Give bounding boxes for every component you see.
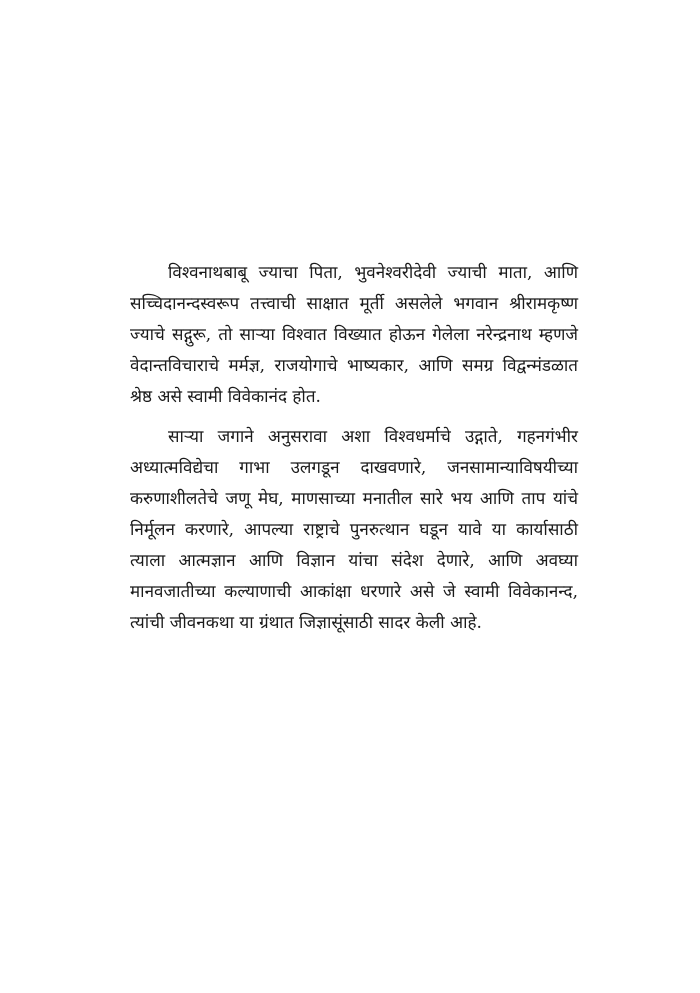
paragraph-2: साऱ्या जगाने अनुसरावा अशा विश्वधर्माचे उद्गाते, गहनगंभीर अध्यात्मविद्येचा गाभा उलगडून दाखवणारे, जनसामान्याविषयीच्या करुणाशीलतेचे जणू मेघ, माणसाच्या मनातील सारे भय आणि ताप यांचे निर्मूलन करणारे, आपल्या राष्ट्राचे पुनरुत्थान घडून यावे या कार्यासाठी त्याला आत्मज्ञान आणि विज्ञान यांचा संदेश देणारे, आणि अवघ्या मानवजातीच्या कल्याणाची आकांक्षा धरणारे असे जे स्वामी विवेकानन्द, त्यांची जीवनकथा या ग्रंथात जिज्ञासूंसाठी सादर केली आहे.: [130, 427, 578, 633]
body-text: [130, 258, 578, 639]
paragraph-1: विश्वनाथबाबू ज्याचा पिता, भुवनेश्वरीदेवी ज्याची माता, आणि सच्चिदानन्दस्वरूप तत्त्वाची साक्षात मूर्ती असलेले भगवान श्रीरामकृष्ण ज्याचे सद्गुरू, तो साऱ्या विश्वात विख्यात होऊन गेलेला नरेन्द्रनाथ म्हणजे वेदान्तविचाराचे मर्मज्ञ, राजयोगाचे भाष्यकार, आणि समग्र विद्वन्मंडळात श्रेष्ठ असे स्वामी विवेकानंद होत.: [130, 263, 578, 407]
